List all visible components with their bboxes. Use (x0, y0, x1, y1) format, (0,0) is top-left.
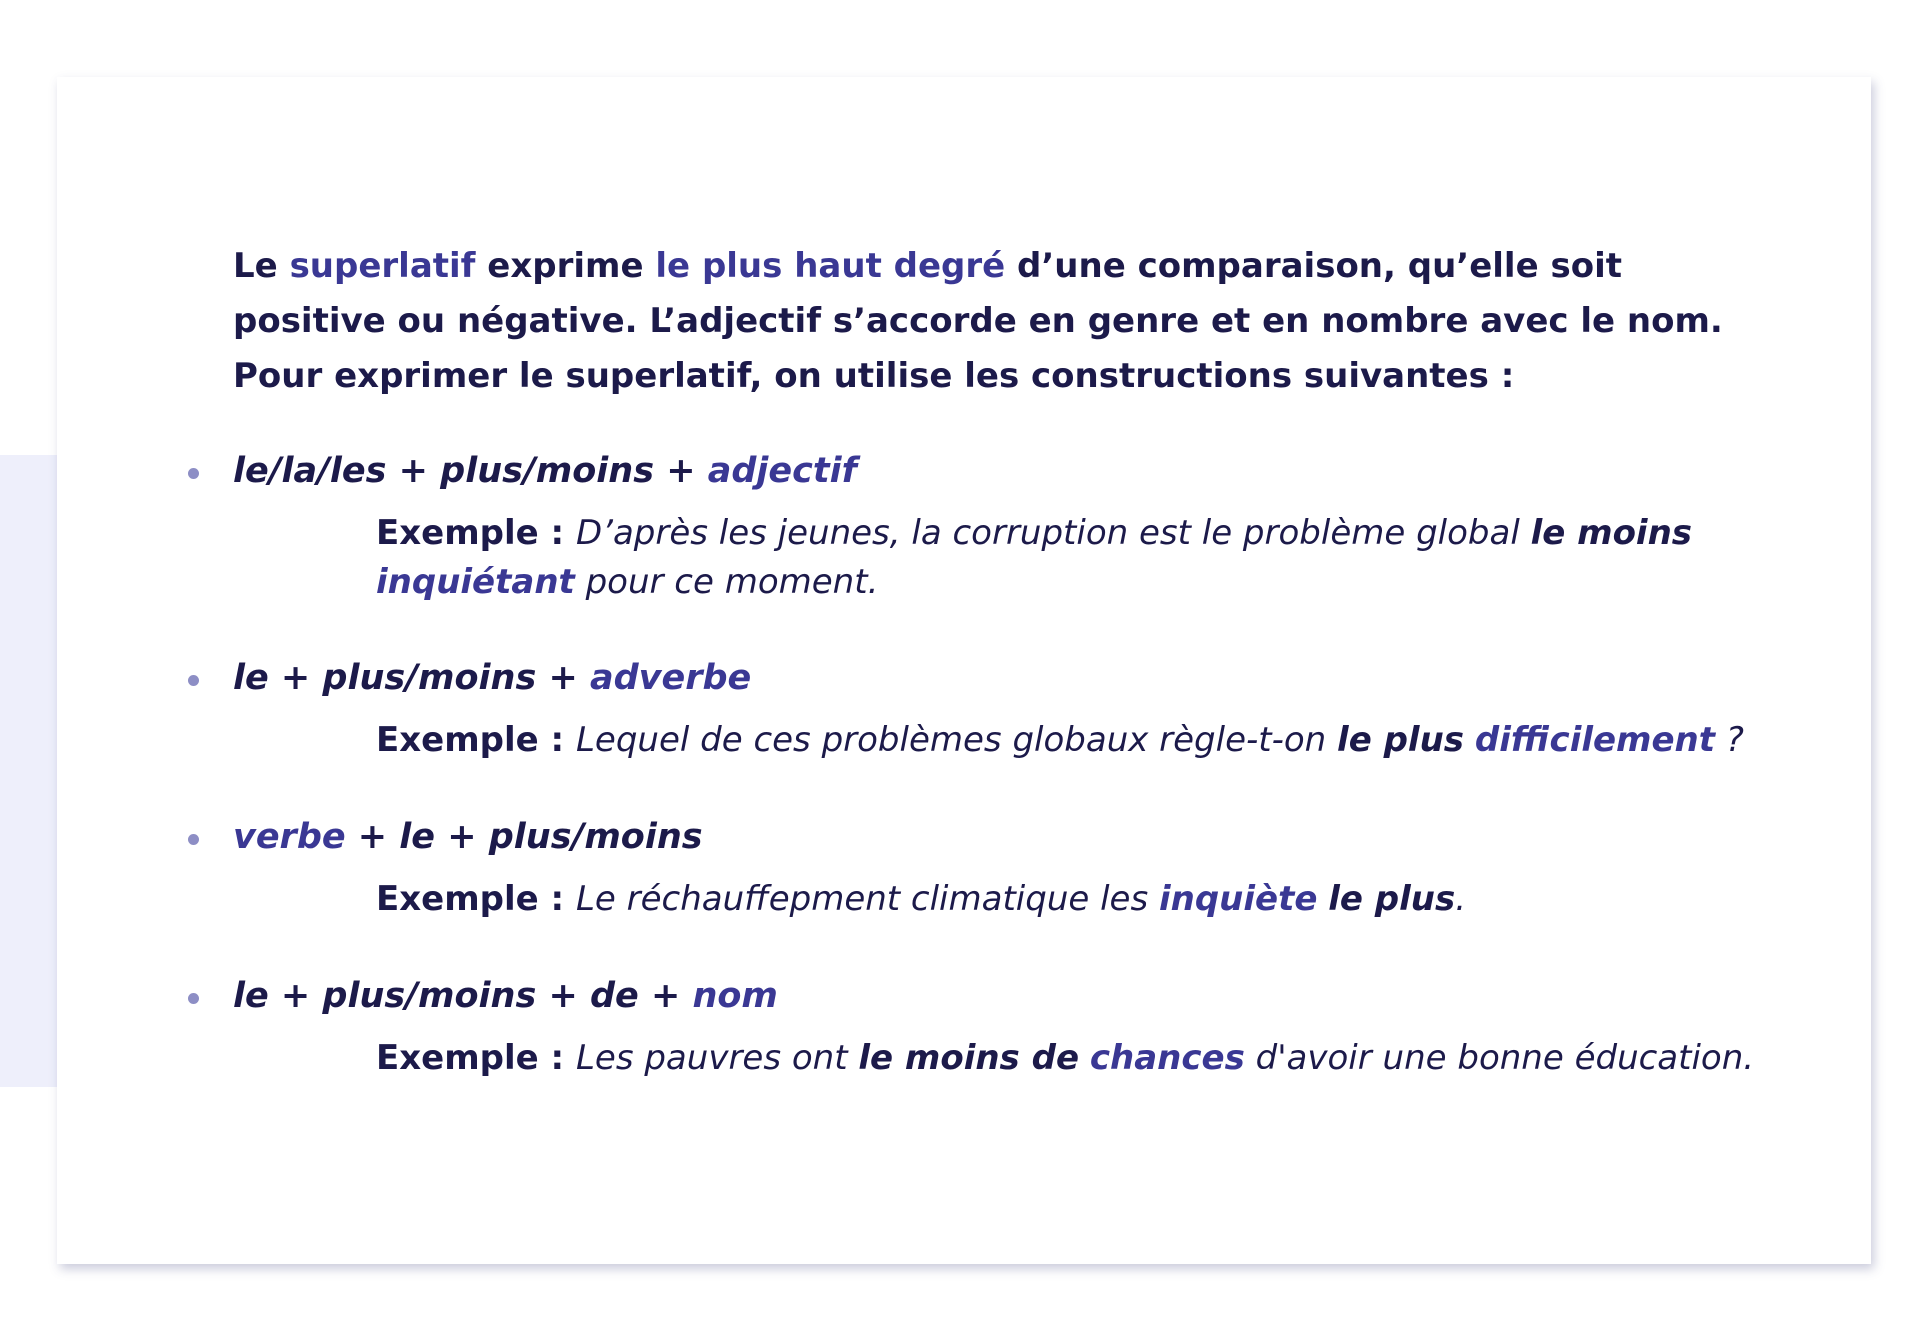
intro-text: exprime (475, 246, 656, 286)
construction-pattern (233, 447, 857, 495)
intro-text: d’une comparaison, qu’elle soit positive ou négative. L’adjectif s’accorde en genre et en nombre avec le nom. (233, 246, 1723, 341)
example-sentence (376, 1034, 1756, 1083)
example-emphasis: le moins de (858, 1038, 1080, 1078)
bullet-icon (188, 993, 199, 1004)
example-label: Exemple : (376, 513, 576, 553)
pattern-keyword: verbe (233, 817, 346, 857)
example-highlight: chances (1089, 1038, 1245, 1078)
pattern-keyword: adjectif (707, 451, 857, 491)
example-highlight: inquiète (1158, 879, 1318, 919)
example-emphasis: le plus (1337, 720, 1465, 760)
example-label: Exemple : (376, 879, 576, 919)
example-emphasis: le moins (1530, 513, 1693, 553)
example-text: Lequel de ces problèmes globaux règle-t-on (575, 720, 1338, 760)
example-space (1464, 720, 1475, 760)
example-text: Les pauvres ont (575, 1038, 859, 1078)
example-space (1317, 879, 1328, 919)
example-sentence (376, 509, 1756, 607)
intro-term-superlatif: superlatif (289, 246, 476, 286)
construction-pattern (233, 654, 751, 702)
construction-list (57, 77, 1871, 1264)
bullet-icon (188, 468, 199, 479)
pattern-text: le + plus/moins + (233, 658, 590, 698)
pattern-keyword: nom (692, 976, 778, 1016)
example-label: Exemple : (376, 1038, 576, 1078)
example-label: Exemple : (376, 720, 576, 760)
example-highlight: inquiétant (376, 562, 575, 602)
bullet-icon (188, 834, 199, 845)
bullet-icon (188, 675, 199, 686)
example-sentence (376, 875, 1756, 924)
example-sentence (376, 716, 1756, 765)
example-text: . (1455, 879, 1467, 919)
example-text: pour ce moment. (574, 562, 879, 602)
example-text: D’après les jeunes, la corruption est le problème global (575, 513, 1531, 553)
pattern-keyword: adverbe (589, 658, 752, 698)
example-emphasis: le plus (1328, 879, 1456, 919)
construction-pattern (233, 972, 778, 1020)
pattern-text: + le + plus/moins (345, 817, 703, 857)
example-text: ? (1715, 720, 1744, 760)
construction-pattern (233, 813, 703, 861)
pattern-text: le/la/les + plus/moins + (233, 451, 708, 491)
content-card (57, 77, 1871, 1264)
example-text: Le réchauffepment climatique les (575, 879, 1159, 919)
intro-constructions-lead: Pour exprimer le superlatif, on utilise les constructions suivantes : (233, 356, 1515, 396)
example-text: d'avoir une bonne éducation. (1244, 1038, 1755, 1078)
intro-text: Le (233, 246, 290, 286)
example-space (1079, 1038, 1090, 1078)
pattern-text: le + plus/moins + de + (233, 976, 693, 1016)
intro-term-degre: le plus haut degré (655, 246, 1006, 286)
example-highlight: difficilement (1474, 720, 1716, 760)
